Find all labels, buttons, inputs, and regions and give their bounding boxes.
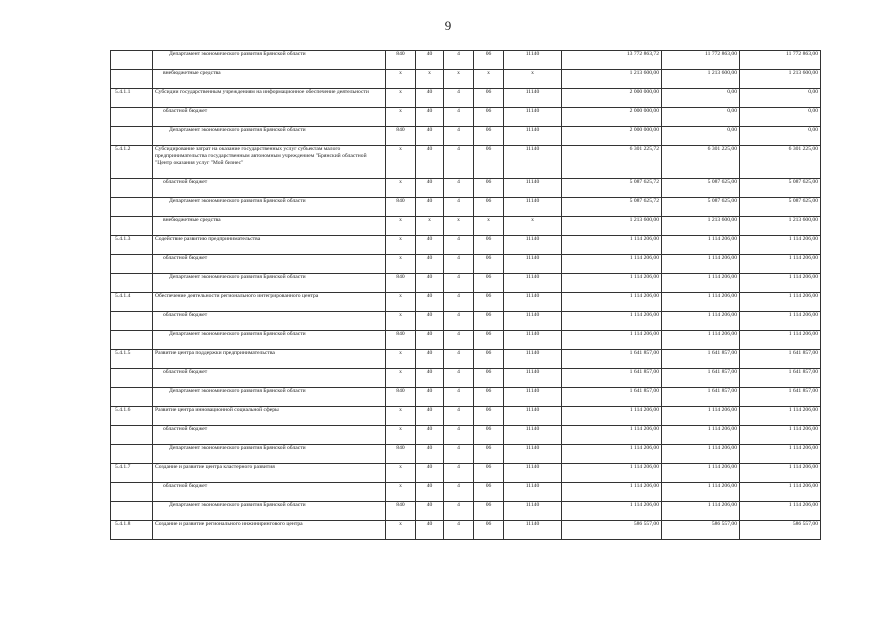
- table-row: [111, 70, 821, 89]
- cell-rz: 40: [416, 426, 444, 445]
- cell-name: Департамент экономического развития Брянской области: [153, 198, 386, 217]
- cell-name: Департамент экономического развития Брянской области: [153, 502, 386, 521]
- cell-value-2: 1 114 206,00: [662, 407, 740, 426]
- cell-pr: 4: [444, 464, 474, 483]
- cell-value-2: 6 301 225,00: [662, 146, 740, 179]
- cell-code: 5.4.1.4: [111, 293, 153, 312]
- table-row: [111, 293, 821, 312]
- cell-name: областной бюджет: [153, 179, 386, 198]
- cell-cs1: 06: [474, 521, 504, 540]
- cell-cs1: 06: [474, 146, 504, 179]
- cell-code: [111, 312, 153, 331]
- cell-code: [111, 70, 153, 89]
- cell-cs2: 11140: [504, 388, 562, 407]
- cell-value-3: 1 114 206,00: [740, 255, 821, 274]
- table-row: [111, 89, 821, 108]
- cell-name: Департамент экономического развития Брянской области: [153, 445, 386, 464]
- cell-code: [111, 198, 153, 217]
- cell-code: [111, 51, 153, 70]
- cell-value-1: 1 114 206,00: [562, 407, 662, 426]
- cell-code: [111, 217, 153, 236]
- cell-pr: 4: [444, 146, 474, 179]
- cell-value-2: 5 087 625,00: [662, 198, 740, 217]
- cell-gr: x: [386, 89, 416, 108]
- cell-value-3: 1 213 600,00: [740, 217, 821, 236]
- cell-pr: 4: [444, 350, 474, 369]
- table-row: [111, 146, 821, 179]
- cell-cs2: x: [504, 70, 562, 89]
- cell-value-3: 1 114 206,00: [740, 293, 821, 312]
- cell-gr: x: [386, 426, 416, 445]
- cell-cs2: 11140: [504, 331, 562, 350]
- table-row: [111, 217, 821, 236]
- cell-value-2: 1 114 206,00: [662, 293, 740, 312]
- cell-cs2: 11140: [504, 464, 562, 483]
- cell-cs2: 11140: [504, 407, 562, 426]
- cell-rz: x: [416, 217, 444, 236]
- cell-code: 5.4.1.2: [111, 146, 153, 179]
- cell-name: областной бюджет: [153, 483, 386, 502]
- cell-gr: 840: [386, 331, 416, 350]
- cell-rz: 40: [416, 89, 444, 108]
- table-row: [111, 255, 821, 274]
- cell-cs1: 06: [474, 388, 504, 407]
- cell-pr: 4: [444, 483, 474, 502]
- cell-pr: 4: [444, 331, 474, 350]
- cell-pr: 4: [444, 51, 474, 70]
- cell-name: областной бюджет: [153, 255, 386, 274]
- cell-cs1: 06: [474, 89, 504, 108]
- cell-cs2: 11140: [504, 108, 562, 127]
- cell-code: [111, 445, 153, 464]
- cell-cs1: 06: [474, 198, 504, 217]
- budget-table: [110, 50, 821, 540]
- cell-value-2: 1 114 206,00: [662, 502, 740, 521]
- table-row: [111, 331, 821, 350]
- cell-value-2: 1 114 206,00: [662, 236, 740, 255]
- cell-value-1: 586 557,00: [562, 521, 662, 540]
- cell-value-1: 1 641 857,00: [562, 350, 662, 369]
- cell-value-2: 0,00: [662, 108, 740, 127]
- cell-value-1: 1 114 206,00: [562, 293, 662, 312]
- cell-gr: 840: [386, 127, 416, 146]
- cell-cs2: x: [504, 217, 562, 236]
- cell-name: областной бюджет: [153, 108, 386, 127]
- cell-cs2: 11140: [504, 255, 562, 274]
- cell-value-3: 1 114 206,00: [740, 464, 821, 483]
- table-row: [111, 426, 821, 445]
- cell-value-3: 1 114 206,00: [740, 426, 821, 445]
- cell-gr: x: [386, 108, 416, 127]
- cell-name: областной бюджет: [153, 369, 386, 388]
- cell-gr: x: [386, 236, 416, 255]
- cell-pr: 4: [444, 108, 474, 127]
- cell-value-1: 1 213 600,00: [562, 217, 662, 236]
- table-row: [111, 179, 821, 198]
- table-row: [111, 108, 821, 127]
- cell-name: Обеспечение деятельности регионального интегрированного центра: [153, 293, 386, 312]
- cell-rz: x: [416, 70, 444, 89]
- cell-gr: x: [386, 369, 416, 388]
- table-row: [111, 521, 821, 540]
- cell-pr: 4: [444, 426, 474, 445]
- cell-value-3: 1 641 857,00: [740, 369, 821, 388]
- cell-cs1: 06: [474, 407, 504, 426]
- cell-gr: x: [386, 521, 416, 540]
- cell-pr: x: [444, 70, 474, 89]
- cell-cs2: 11140: [504, 369, 562, 388]
- cell-value-2: 1 114 206,00: [662, 312, 740, 331]
- cell-cs2: 11140: [504, 502, 562, 521]
- cell-value-1: 5 087 625,72: [562, 179, 662, 198]
- cell-gr: x: [386, 350, 416, 369]
- cell-value-1: 1 114 206,00: [562, 464, 662, 483]
- cell-name: Субсидии государственным учреждениям на информационное обеспечение деятельности: [153, 89, 386, 108]
- table-row: [111, 464, 821, 483]
- cell-value-3: 5 087 625,00: [740, 198, 821, 217]
- cell-cs1: 06: [474, 51, 504, 70]
- cell-name: Департамент экономического развития Брянской области: [153, 331, 386, 350]
- cell-cs1: 06: [474, 350, 504, 369]
- cell-rz: 40: [416, 445, 444, 464]
- cell-name: Развитие центра поддержки предпринимательства: [153, 350, 386, 369]
- cell-gr: 840: [386, 274, 416, 293]
- cell-rz: 40: [416, 312, 444, 331]
- cell-cs2: 11140: [504, 312, 562, 331]
- cell-name: внебюджетные средства: [153, 217, 386, 236]
- cell-value-1: 2 000 000,00: [562, 89, 662, 108]
- table-row: [111, 502, 821, 521]
- cell-rz: 40: [416, 502, 444, 521]
- cell-value-2: 5 087 625,00: [662, 179, 740, 198]
- page-number: 9: [444, 18, 452, 33]
- cell-cs2: 11140: [504, 198, 562, 217]
- cell-code: 5.4.1.5: [111, 350, 153, 369]
- cell-cs1: 06: [474, 312, 504, 331]
- cell-value-2: 1 114 206,00: [662, 274, 740, 293]
- cell-value-1: 1 114 206,00: [562, 502, 662, 521]
- cell-code: 5.4.1.6: [111, 407, 153, 426]
- cell-value-3: 1 114 206,00: [740, 445, 821, 464]
- cell-pr: 4: [444, 127, 474, 146]
- cell-rz: 40: [416, 464, 444, 483]
- cell-cs2: 11140: [504, 51, 562, 70]
- cell-pr: 4: [444, 502, 474, 521]
- cell-pr: 4: [444, 198, 474, 217]
- cell-value-1: 1 114 206,00: [562, 312, 662, 331]
- cell-cs1: 06: [474, 445, 504, 464]
- cell-value-3: 1 641 857,00: [740, 388, 821, 407]
- cell-pr: 4: [444, 312, 474, 331]
- cell-rz: 40: [416, 146, 444, 179]
- cell-gr: x: [386, 312, 416, 331]
- cell-value-2: 0,00: [662, 89, 740, 108]
- cell-value-2: 1 641 857,00: [662, 388, 740, 407]
- cell-value-2: 11 772 863,00: [662, 51, 740, 70]
- cell-cs2: 11140: [504, 483, 562, 502]
- cell-cs2: 11140: [504, 236, 562, 255]
- cell-value-3: 1 641 857,00: [740, 350, 821, 369]
- cell-value-2: 1 114 206,00: [662, 426, 740, 445]
- cell-value-1: 1 213 600,00: [562, 70, 662, 89]
- cell-cs2: 11140: [504, 179, 562, 198]
- table-row: [111, 312, 821, 331]
- cell-code: [111, 426, 153, 445]
- cell-cs2: 11140: [504, 127, 562, 146]
- cell-code: 5.4.1.8: [111, 521, 153, 540]
- cell-gr: x: [386, 407, 416, 426]
- table-row: [111, 483, 821, 502]
- cell-gr: x: [386, 483, 416, 502]
- cell-gr: 840: [386, 388, 416, 407]
- cell-value-3: 1 114 206,00: [740, 502, 821, 521]
- table-row: [111, 407, 821, 426]
- cell-gr: x: [386, 70, 416, 89]
- cell-rz: 40: [416, 521, 444, 540]
- cell-name: внебюджетные средства: [153, 70, 386, 89]
- cell-value-3: 586 557,00: [740, 521, 821, 540]
- cell-value-1: 1 641 857,00: [562, 369, 662, 388]
- cell-value-2: 0,00: [662, 127, 740, 146]
- table-row: [111, 127, 821, 146]
- cell-rz: 40: [416, 108, 444, 127]
- table-row: [111, 236, 821, 255]
- cell-value-1: 1 114 206,00: [562, 445, 662, 464]
- table-row: [111, 198, 821, 217]
- cell-value-3: 5 087 625,00: [740, 179, 821, 198]
- cell-rz: 40: [416, 483, 444, 502]
- cell-cs1: 06: [474, 483, 504, 502]
- cell-value-1: 6 301 225,72: [562, 146, 662, 179]
- cell-value-1: 1 114 206,00: [562, 255, 662, 274]
- cell-cs1: 06: [474, 464, 504, 483]
- cell-value-3: 6 301 225,00: [740, 146, 821, 179]
- cell-gr: 840: [386, 445, 416, 464]
- cell-cs2: 11140: [504, 445, 562, 464]
- cell-rz: 40: [416, 236, 444, 255]
- cell-name: областной бюджет: [153, 426, 386, 445]
- cell-gr: x: [386, 255, 416, 274]
- cell-cs1: 06: [474, 274, 504, 293]
- cell-name: Субсидирование затрат на оказание государственных услуг субъектам малого предпринимательства государственным автономным учреждением "Брянский областной "Центр оказания услуг "Мой бизнес": [153, 146, 386, 179]
- cell-code: [111, 369, 153, 388]
- cell-value-3: 1 114 206,00: [740, 312, 821, 331]
- cell-cs1: 06: [474, 108, 504, 127]
- cell-cs1: 06: [474, 426, 504, 445]
- cell-gr: x: [386, 146, 416, 179]
- cell-cs2: 11140: [504, 274, 562, 293]
- cell-code: [111, 127, 153, 146]
- cell-rz: 40: [416, 407, 444, 426]
- cell-code: 5.4.1.7: [111, 464, 153, 483]
- cell-gr: x: [386, 293, 416, 312]
- cell-rz: 40: [416, 331, 444, 350]
- cell-value-1: 5 087 625,72: [562, 198, 662, 217]
- cell-value-3: 1 114 206,00: [740, 483, 821, 502]
- cell-rz: 40: [416, 198, 444, 217]
- cell-value-3: 1 114 206,00: [740, 407, 821, 426]
- cell-code: 5.4.1.1: [111, 89, 153, 108]
- cell-value-2: 586 557,00: [662, 521, 740, 540]
- cell-value-2: 1 114 206,00: [662, 445, 740, 464]
- cell-cs2: 11140: [504, 89, 562, 108]
- cell-rz: 40: [416, 293, 444, 312]
- cell-rz: 40: [416, 127, 444, 146]
- cell-rz: 40: [416, 369, 444, 388]
- cell-value-1: 2 000 000,00: [562, 108, 662, 127]
- cell-pr: 4: [444, 255, 474, 274]
- cell-code: [111, 274, 153, 293]
- cell-code: [111, 483, 153, 502]
- cell-cs1: 06: [474, 331, 504, 350]
- cell-pr: 4: [444, 179, 474, 198]
- cell-pr: x: [444, 217, 474, 236]
- cell-rz: 40: [416, 274, 444, 293]
- cell-pr: 4: [444, 521, 474, 540]
- cell-cs1: x: [474, 70, 504, 89]
- cell-pr: 4: [444, 236, 474, 255]
- cell-cs2: 11140: [504, 426, 562, 445]
- cell-value-3: 0,00: [740, 127, 821, 146]
- cell-gr: x: [386, 179, 416, 198]
- cell-pr: 4: [444, 407, 474, 426]
- cell-name: областной бюджет: [153, 312, 386, 331]
- cell-gr: x: [386, 217, 416, 236]
- cell-value-1: 1 114 206,00: [562, 236, 662, 255]
- cell-value-3: 1 114 206,00: [740, 274, 821, 293]
- cell-gr: 840: [386, 502, 416, 521]
- cell-cs1: 06: [474, 127, 504, 146]
- cell-value-3: 0,00: [740, 89, 821, 108]
- cell-cs1: 06: [474, 255, 504, 274]
- cell-code: [111, 502, 153, 521]
- cell-rz: 40: [416, 179, 444, 198]
- cell-name: Создание и развитие регионального инжинирингового центра: [153, 521, 386, 540]
- cell-value-2: 1 213 600,00: [662, 217, 740, 236]
- cell-pr: 4: [444, 293, 474, 312]
- cell-value-2: 1 213 600,00: [662, 70, 740, 89]
- cell-value-1: 13 772 863,72: [562, 51, 662, 70]
- cell-cs1: 06: [474, 179, 504, 198]
- cell-cs2: 11140: [504, 350, 562, 369]
- cell-rz: 40: [416, 51, 444, 70]
- table-row: [111, 369, 821, 388]
- cell-cs1: x: [474, 217, 504, 236]
- cell-cs1: 06: [474, 369, 504, 388]
- cell-cs1: 06: [474, 236, 504, 255]
- cell-value-3: 1 114 206,00: [740, 236, 821, 255]
- cell-name: Содействие развитию предпринимательства: [153, 236, 386, 255]
- cell-cs1: 06: [474, 293, 504, 312]
- cell-value-1: 1 114 206,00: [562, 483, 662, 502]
- cell-rz: 40: [416, 255, 444, 274]
- cell-name: Развитие центра инновационной социальной сферы: [153, 407, 386, 426]
- cell-cs2: 11140: [504, 146, 562, 179]
- table-row: [111, 388, 821, 407]
- cell-value-1: 2 000 000,00: [562, 127, 662, 146]
- cell-value-2: 1 114 206,00: [662, 331, 740, 350]
- cell-code: [111, 388, 153, 407]
- cell-code: 5.4.1.3: [111, 236, 153, 255]
- cell-rz: 40: [416, 350, 444, 369]
- cell-code: [111, 108, 153, 127]
- cell-cs2: 11140: [504, 293, 562, 312]
- cell-value-1: 1 114 206,00: [562, 331, 662, 350]
- cell-gr: x: [386, 464, 416, 483]
- cell-gr: 840: [386, 198, 416, 217]
- cell-value-2: 1 641 857,00: [662, 350, 740, 369]
- cell-value-1: 1 641 857,00: [562, 388, 662, 407]
- cell-pr: 4: [444, 89, 474, 108]
- cell-value-2: 1 114 206,00: [662, 255, 740, 274]
- cell-gr: 840: [386, 51, 416, 70]
- cell-cs2: 11140: [504, 521, 562, 540]
- cell-name: Департамент экономического развития Брянской области: [153, 388, 386, 407]
- cell-pr: 4: [444, 388, 474, 407]
- cell-name: Департамент экономического развития Брянской области: [153, 274, 386, 293]
- table-row: [111, 445, 821, 464]
- cell-value-3: 11 772 863,00: [740, 51, 821, 70]
- cell-value-3: 1 213 600,00: [740, 70, 821, 89]
- cell-name: Департамент экономического развития Брянской области: [153, 51, 386, 70]
- table-row: [111, 274, 821, 293]
- cell-rz: 40: [416, 388, 444, 407]
- cell-code: [111, 331, 153, 350]
- cell-value-3: 1 114 206,00: [740, 331, 821, 350]
- cell-name: Департамент экономического развития Брянской области: [153, 127, 386, 146]
- cell-pr: 4: [444, 369, 474, 388]
- table-row: [111, 51, 821, 70]
- cell-value-1: 1 114 206,00: [562, 426, 662, 445]
- cell-name: Создание и развитие центра кластерного развития: [153, 464, 386, 483]
- cell-value-2: 1 114 206,00: [662, 483, 740, 502]
- cell-value-2: 1 114 206,00: [662, 464, 740, 483]
- cell-pr: 4: [444, 274, 474, 293]
- cell-cs1: 06: [474, 502, 504, 521]
- cell-pr: 4: [444, 445, 474, 464]
- cell-code: [111, 255, 153, 274]
- cell-value-1: 1 114 206,00: [562, 274, 662, 293]
- table-body: [111, 51, 821, 540]
- cell-value-2: 1 641 857,00: [662, 369, 740, 388]
- cell-code: [111, 179, 153, 198]
- table-row: [111, 350, 821, 369]
- cell-value-3: 0,00: [740, 108, 821, 127]
